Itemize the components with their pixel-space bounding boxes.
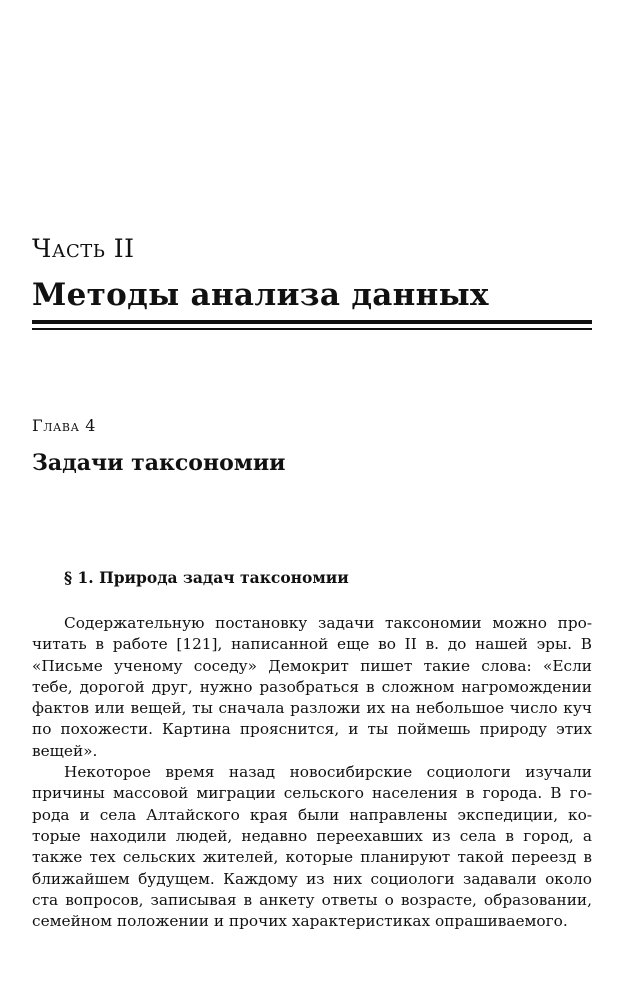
- chapter-title: Задачи таксономии: [32, 450, 286, 476]
- part-title-rule-thin: [32, 328, 592, 330]
- section-heading: § 1. Природа задач таксономии: [64, 568, 349, 587]
- part-label: Часть II: [32, 234, 135, 263]
- body-text: [32, 613, 592, 932]
- part-title-rule-thick: [32, 320, 592, 324]
- paragraph: Содержательную постановку задачи таксономии можно прочитать в работе [121], написанной еще во II в. до нашей эры. В «Письме ученому соседу» Демокрит пишет такие слова: «Если тебе, дорогой друг, нужно разобраться в сложном нагромождении фактов или вещей, ты сначала разложи их на небольшое число куч по похожести. Картина прояснится, и ты поймешь природу этих вещей».: [32, 614, 592, 760]
- chapter-label: Глава 4: [32, 416, 96, 435]
- paragraph: Некоторое время назад новосибирские социологи изучали причины массовой миграции сельского населения в города. В города и села Алтайского края были направлены экспедиции, которые находили людей, недавно переехавших из села в город, а также тех сельских жителей, которые планируют такой переезд в ближайшем будущем. Каждому из них социологи задавали около ста вопросов, записывая в анкету ответы о возрасте, образовании, семейном положении и прочих характеристиках опрашиваемого.: [32, 763, 592, 931]
- part-title: Методы анализа данных: [32, 277, 489, 313]
